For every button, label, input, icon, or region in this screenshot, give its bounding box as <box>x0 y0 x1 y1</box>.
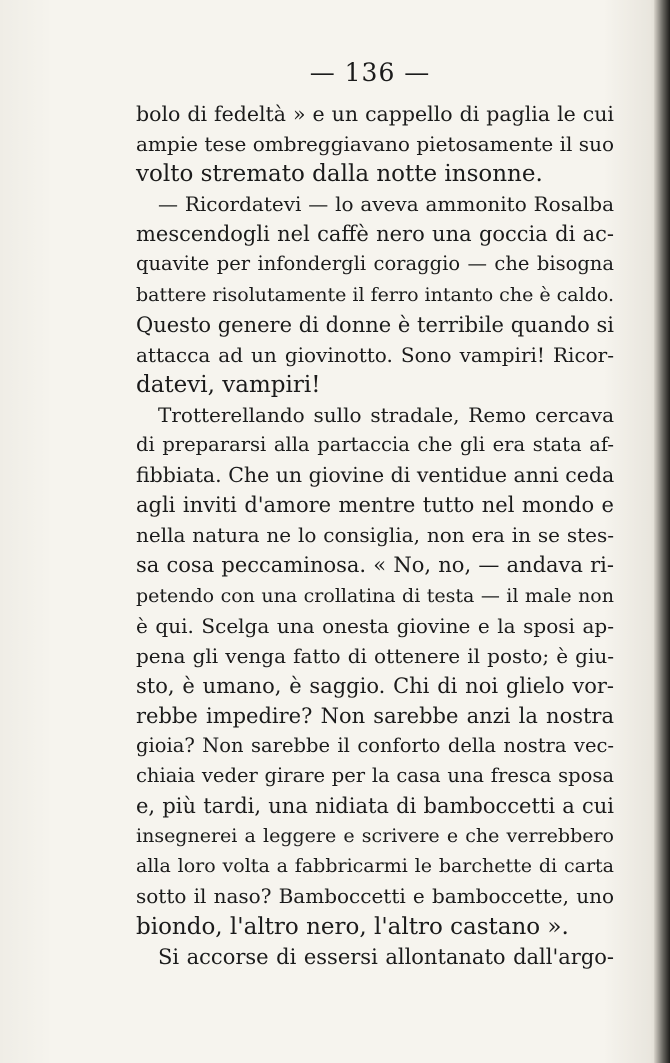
text-line: chiaia veder girare per la casa una fresca sposa <box>136 764 614 788</box>
text-line: bolo di fedeltà » e un cappello di paglia le cui <box>136 102 614 126</box>
text-line: e, più tardi, una nidiata di bamboccetti a cui <box>136 794 614 819</box>
body-text <box>136 99 614 972</box>
text-line: Trotterellando sullo stradale, Remo cercava <box>158 402 614 427</box>
text-line: nella natura ne lo consiglia, non era in se stes- <box>136 523 614 548</box>
text-line: sotto il naso? Bamboccetti e bamboccette, uno <box>136 884 614 909</box>
text-line: sa cosa peccaminosa. « No, no, — andava ri- <box>136 553 614 578</box>
text-line: — Ricordatevi — lo aveva ammonito Rosalba <box>158 192 614 217</box>
text-line: alla loro volta a fabbricarmi le barchette di carta <box>136 855 614 878</box>
text-line: fibbiata. Che un giovine di ventidue anni ceda <box>136 463 615 488</box>
text-line: di prepararsi alla partaccia che gli era stata af- <box>136 433 614 457</box>
text-line: agli inviti d'amore mentre tutto nel mondo e <box>136 493 614 518</box>
text-line: Questo genere di donne è terribile quando si <box>136 312 614 337</box>
text-line: insegnerei a leggere e scrivere e che verrebbero <box>136 825 614 848</box>
text-line: volto stremato dalla notte insonne. <box>136 161 543 188</box>
text-line: attacca ad un giovinotto. Sono vampiri! Ricor- <box>136 342 614 367</box>
text-line: gioia? Non sarebbe il conforto della nostra vec- <box>136 733 614 757</box>
text-line: Si accorse di essersi allontanato dall'argo- <box>158 944 614 969</box>
text-line: quavite per infondergli coraggio — che bisogna <box>136 252 614 276</box>
text-line: biondo, l'altro nero, l'altro castano ». <box>136 913 569 940</box>
page-number: — 136 — <box>309 58 431 87</box>
text-line: ampie tese ombreggiavano pietosamente il suo <box>136 132 614 157</box>
text-line: rebbe impedire? Non sarebbe anzi la nostra <box>136 703 614 728</box>
text-line: è qui. Scelga una onesta giovine e la sposi ap- <box>136 613 614 638</box>
text-line: battere risolutamente il ferro intanto che è caldo. <box>136 283 614 306</box>
text-line: petendo con una crollatina di testa — il male non <box>136 584 614 607</box>
page-edge-shadow <box>654 0 670 1063</box>
text-line: mescendogli nel caffè nero una goccia di ac- <box>136 222 614 247</box>
text-line: sto, è umano, è saggio. Chi di noi glielo vor- <box>136 673 614 698</box>
text-line: datevi, vampiri! <box>136 371 321 398</box>
text-line: pena gli venga fatto di ottenere il posto; è giu- <box>136 643 614 668</box>
